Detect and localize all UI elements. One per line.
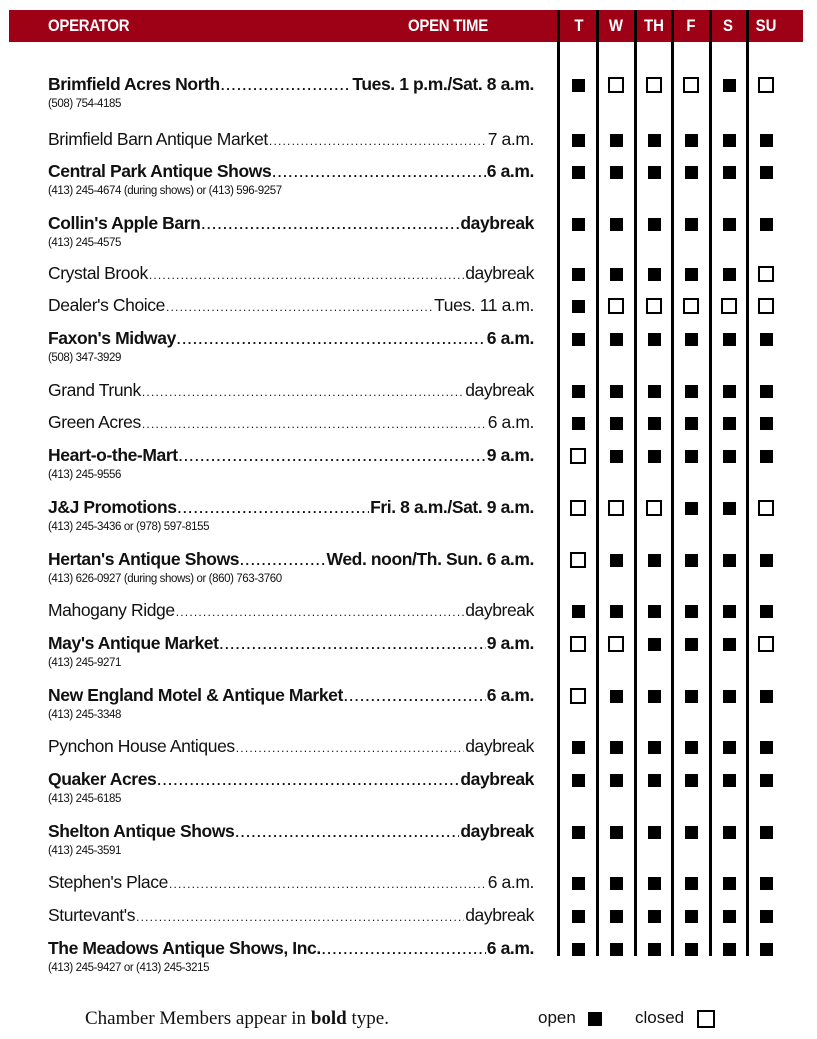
dot-leader — [236, 741, 464, 755]
dot-leader — [201, 217, 459, 232]
open-time: daybreak — [465, 905, 534, 925]
open-time: 6 a.m. — [487, 412, 534, 432]
operator-row — [48, 328, 534, 364]
open-time: 6 a.m. — [486, 685, 534, 705]
open-square-icon — [685, 638, 698, 651]
open-square-icon — [723, 79, 736, 92]
open-square-icon — [760, 134, 773, 147]
operator-name: Heart-o-the-Mart — [48, 445, 178, 465]
open-time: 6 a.m. — [486, 161, 534, 181]
phone-number: (508) 347-3929 — [48, 352, 122, 364]
day-header-sun: SU — [755, 16, 777, 35]
legend-open-label: open — [538, 1008, 576, 1027]
operator-row — [48, 412, 534, 434]
open-square-icon — [610, 774, 623, 787]
open-square-icon — [572, 134, 585, 147]
open-square-icon — [685, 910, 698, 923]
closed-square-icon — [758, 298, 774, 314]
operator-name: J&J Promotions — [48, 497, 177, 517]
dot-leader — [179, 449, 486, 464]
operator-name: Mahogany Ridge — [48, 600, 175, 620]
open-square-icon — [648, 826, 661, 839]
dot-leader — [344, 689, 486, 704]
open-square-icon — [723, 450, 736, 463]
open-square-icon — [723, 166, 736, 179]
open-square-icon — [723, 826, 736, 839]
open-square-icon — [760, 450, 773, 463]
open-square-icon — [572, 79, 585, 92]
open-time: 9 a.m. — [486, 445, 534, 465]
operator-row — [48, 872, 534, 894]
day-header-sat: S — [723, 16, 733, 35]
open-square-icon — [685, 741, 698, 754]
open-time: 6 a.m. — [486, 328, 534, 348]
dot-leader — [136, 910, 464, 924]
open-square-icon — [610, 268, 623, 281]
operator-row — [48, 295, 534, 317]
open-square-icon — [685, 774, 698, 787]
closed-square-icon — [758, 500, 774, 516]
open-square-icon — [648, 741, 661, 754]
operator-name: Stephen's Place — [48, 872, 168, 892]
open-time: Tues. 11 a.m. — [434, 295, 534, 315]
open-square-icon — [648, 417, 661, 430]
open-square-icon — [610, 385, 623, 398]
legend-closed-icon — [697, 1010, 715, 1028]
open-square-icon — [572, 300, 585, 313]
open-time: 9 a.m. — [486, 633, 534, 653]
open-square-icon — [723, 333, 736, 346]
open-square-icon — [685, 385, 698, 398]
dot-leader — [221, 78, 352, 93]
operator-name: Faxon's Midway — [48, 328, 176, 348]
operator-name: Brimfield Acres North — [48, 74, 220, 94]
closed-square-icon — [570, 552, 586, 568]
open-square-icon — [685, 502, 698, 515]
operator-row — [48, 263, 534, 285]
open-time: Tues. 1 p.m./Sat. 8 a.m. — [352, 74, 534, 94]
closed-square-icon — [570, 500, 586, 516]
phone-number: (413) 245-9271 — [48, 657, 122, 669]
open-square-icon — [610, 134, 623, 147]
open-square-icon — [572, 877, 585, 890]
open-time-column-header: OPEN TIME — [408, 16, 488, 35]
closed-square-icon — [608, 500, 624, 516]
closed-square-icon — [646, 77, 662, 93]
operator-row — [48, 633, 534, 669]
open-square-icon — [610, 450, 623, 463]
open-square-icon — [648, 910, 661, 923]
open-square-icon — [685, 417, 698, 430]
open-time: daybreak — [460, 769, 534, 789]
open-square-icon — [760, 166, 773, 179]
operator-row — [48, 497, 534, 533]
open-square-icon — [610, 690, 623, 703]
column-divider — [557, 10, 560, 956]
open-time: Fri. 8 a.m./Sat. 9 a.m. — [370, 497, 534, 517]
open-time: 6 a.m. — [487, 872, 534, 892]
dot-leader — [272, 165, 485, 180]
operator-name: The Meadows Antique Shows, Inc. — [48, 938, 321, 958]
open-square-icon — [685, 826, 698, 839]
operator-row — [48, 161, 534, 197]
phone-number: (508) 754-4185 — [48, 98, 122, 110]
closed-square-icon — [646, 298, 662, 314]
column-divider — [746, 10, 749, 956]
open-square-icon — [760, 741, 773, 754]
open-square-icon — [723, 554, 736, 567]
operator-row — [48, 685, 534, 721]
operator-row — [48, 600, 534, 622]
open-square-icon — [648, 134, 661, 147]
dot-leader — [176, 605, 464, 619]
open-square-icon — [610, 741, 623, 754]
open-square-icon — [685, 450, 698, 463]
open-square-icon — [723, 877, 736, 890]
operator-row — [48, 736, 534, 758]
open-square-icon — [610, 910, 623, 923]
operator-row — [48, 938, 534, 974]
dot-leader — [322, 942, 486, 957]
dot-leader — [157, 773, 459, 788]
open-square-icon — [760, 774, 773, 787]
open-square-icon — [723, 417, 736, 430]
open-square-icon — [610, 877, 623, 890]
open-square-icon — [610, 605, 623, 618]
open-time: daybreak — [460, 213, 534, 233]
open-square-icon — [760, 385, 773, 398]
closed-square-icon — [646, 500, 662, 516]
open-square-icon — [610, 943, 623, 956]
open-square-icon — [685, 268, 698, 281]
day-header-thu: TH — [644, 16, 664, 35]
open-square-icon — [685, 877, 698, 890]
column-divider — [671, 10, 674, 956]
open-square-icon — [685, 333, 698, 346]
open-time: Wed. noon/Th. Sun. 6 a.m. — [326, 549, 534, 569]
open-square-icon — [685, 134, 698, 147]
operator-row — [48, 905, 534, 927]
operator-row — [48, 769, 534, 805]
open-square-icon — [723, 741, 736, 754]
open-square-icon — [648, 450, 661, 463]
open-square-icon — [760, 333, 773, 346]
open-square-icon — [723, 690, 736, 703]
operator-row — [48, 549, 534, 585]
open-square-icon — [685, 605, 698, 618]
open-square-icon — [572, 774, 585, 787]
operator-name: Dealer's Choice — [48, 295, 165, 315]
open-time: daybreak — [465, 600, 534, 620]
operator-row — [48, 380, 534, 402]
dot-leader — [166, 300, 433, 314]
operator-name: Collin's Apple Barn — [48, 213, 201, 233]
open-square-icon — [723, 638, 736, 651]
open-square-icon — [685, 218, 698, 231]
open-square-icon — [610, 218, 623, 231]
closed-square-icon — [608, 298, 624, 314]
open-square-icon — [760, 605, 773, 618]
open-square-icon — [685, 554, 698, 567]
operator-row — [48, 821, 534, 857]
open-square-icon — [723, 268, 736, 281]
closed-square-icon — [608, 77, 624, 93]
day-header-wed: W — [608, 16, 624, 35]
operator-row — [48, 445, 534, 481]
open-square-icon — [610, 826, 623, 839]
table-header — [9, 10, 803, 42]
open-square-icon — [572, 268, 585, 281]
dot-leader — [169, 877, 487, 891]
open-square-icon — [572, 943, 585, 956]
column-divider — [634, 10, 637, 956]
open-square-icon — [648, 943, 661, 956]
closed-square-icon — [758, 636, 774, 652]
closed-square-icon — [570, 448, 586, 464]
open-square-icon — [760, 943, 773, 956]
open-square-icon — [760, 877, 773, 890]
day-header-tue: T — [574, 16, 584, 35]
open-square-icon — [723, 502, 736, 515]
operator-name: Pynchon House Antiques — [48, 736, 235, 756]
chamber-members-note: Chamber Members appear in bold type. — [85, 1008, 389, 1029]
open-square-icon — [685, 690, 698, 703]
operator-name: Quaker Acres — [48, 769, 157, 789]
operator-name: Central Park Antique Shows — [48, 161, 272, 181]
dot-leader — [178, 501, 369, 516]
open-square-icon — [572, 605, 585, 618]
open-square-icon — [723, 943, 736, 956]
open-square-icon — [572, 166, 585, 179]
open-time: 6 a.m. — [486, 938, 534, 958]
open-square-icon — [648, 333, 661, 346]
open-time: daybreak — [465, 263, 534, 283]
closed-square-icon — [570, 636, 586, 652]
open-square-icon — [723, 385, 736, 398]
open-square-icon — [648, 877, 661, 890]
open-square-icon — [760, 417, 773, 430]
dot-leader — [142, 417, 487, 431]
open-square-icon — [760, 218, 773, 231]
open-square-icon — [572, 826, 585, 839]
open-square-icon — [760, 826, 773, 839]
open-square-icon — [723, 605, 736, 618]
closed-square-icon — [683, 298, 699, 314]
column-divider — [596, 10, 599, 956]
phone-number: (413) 245-3591 — [48, 845, 122, 857]
open-square-icon — [648, 166, 661, 179]
closed-square-icon — [608, 636, 624, 652]
open-square-icon — [760, 690, 773, 703]
operator-name: Crystal Brook — [48, 263, 148, 283]
open-square-icon — [572, 910, 585, 923]
dot-leader — [177, 332, 486, 347]
operator-name: Grand Trunk — [48, 380, 141, 400]
open-square-icon — [610, 333, 623, 346]
open-square-icon — [648, 774, 661, 787]
operator-name: Green Acres — [48, 412, 141, 432]
legend-open-icon — [588, 1012, 602, 1026]
operator-name: Shelton Antique Shows — [48, 821, 235, 841]
dot-leader — [240, 553, 325, 568]
column-divider — [709, 10, 712, 956]
phone-number: (413) 245-9427 or (413) 245-3215 — [48, 962, 210, 974]
open-square-icon — [648, 385, 661, 398]
dot-leader — [220, 637, 486, 652]
phone-number: (413) 245-9556 — [48, 469, 122, 481]
operator-name: Brimfield Barn Antique Market — [48, 129, 268, 149]
closed-square-icon — [758, 77, 774, 93]
operator-row — [48, 213, 534, 249]
open-square-icon — [685, 943, 698, 956]
open-time: daybreak — [460, 821, 534, 841]
closed-square-icon — [721, 298, 737, 314]
dot-leader — [269, 134, 487, 148]
open-square-icon — [723, 218, 736, 231]
operator-name: Sturtevant's — [48, 905, 136, 925]
operator-column-header: OPERATOR — [48, 16, 130, 35]
open-square-icon — [610, 417, 623, 430]
operator-row — [48, 129, 534, 151]
day-header-fri: F — [686, 16, 696, 35]
open-square-icon — [648, 218, 661, 231]
open-square-icon — [723, 774, 736, 787]
closed-square-icon — [683, 77, 699, 93]
open-square-icon — [648, 605, 661, 618]
operator-name: Hertan's Antique Shows — [48, 549, 240, 569]
phone-number: (413) 245-6185 — [48, 793, 122, 805]
operator-name: May's Antique Market — [48, 633, 219, 653]
dot-leader — [149, 268, 464, 282]
open-square-icon — [572, 333, 585, 346]
phone-number: (413) 245-3436 or (978) 597-8155 — [48, 521, 210, 533]
open-square-icon — [685, 166, 698, 179]
open-square-icon — [723, 910, 736, 923]
open-time: daybreak — [465, 380, 534, 400]
open-square-icon — [648, 554, 661, 567]
open-square-icon — [610, 166, 623, 179]
dot-leader — [142, 385, 464, 399]
phone-number: (413) 245-4674 (during shows) or (413) 596-9257 — [48, 185, 282, 197]
open-square-icon — [610, 554, 623, 567]
phone-number: (413) 245-3348 — [48, 709, 122, 721]
open-square-icon — [572, 385, 585, 398]
open-square-icon — [572, 417, 585, 430]
open-time: 7 a.m. — [487, 129, 534, 149]
open-square-icon — [648, 268, 661, 281]
closed-square-icon — [570, 688, 586, 704]
operator-name: New England Motel & Antique Market — [48, 685, 343, 705]
phone-number: (413) 626-0927 (during shows) or (860) 763-3760 — [48, 573, 282, 585]
open-square-icon — [760, 554, 773, 567]
dot-leader — [235, 825, 459, 840]
bold-word: bold — [310, 1008, 347, 1029]
open-square-icon — [648, 638, 661, 651]
operator-row — [48, 74, 534, 110]
open-square-icon — [760, 910, 773, 923]
legend-closed-label: closed — [635, 1008, 685, 1027]
open-square-icon — [648, 690, 661, 703]
closed-square-icon — [758, 266, 774, 282]
open-time: daybreak — [465, 736, 534, 756]
open-square-icon — [572, 218, 585, 231]
open-square-icon — [723, 134, 736, 147]
phone-number: (413) 245-4575 — [48, 237, 122, 249]
open-square-icon — [572, 741, 585, 754]
